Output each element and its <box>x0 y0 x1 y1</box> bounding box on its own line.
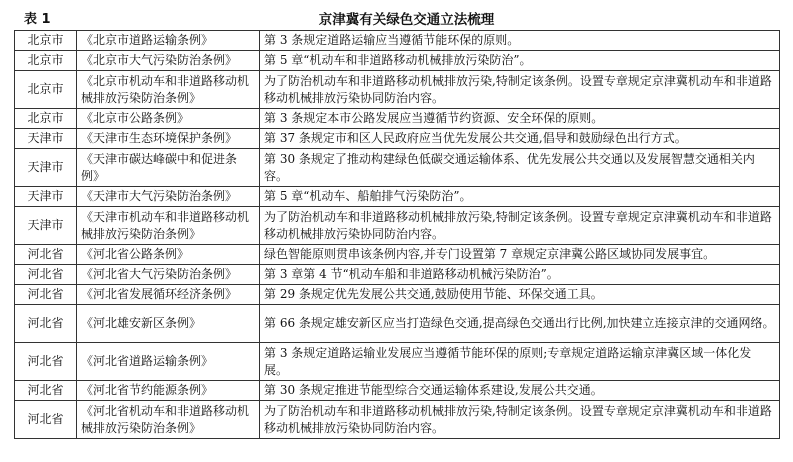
law-cell: 《河北省道路运输条例》 <box>77 343 260 381</box>
content-cell: 第 29 条规定优先发展公共交通,鼓励使用节能、环保交通工具。 <box>260 285 780 305</box>
content-cell: 绿色智能原则贯串该条例内容,并专门设置第 7 章规定京津冀公路区域协同发展事宜。 <box>260 245 780 265</box>
law-cell: 《河北省机动车和非道路移动机械排放污染防治条例》 <box>77 401 260 439</box>
region-cell: 河北省 <box>15 245 77 265</box>
law-cell: 《天津市碳达峰碳中和促进条例》 <box>77 149 260 187</box>
region-cell: 河北省 <box>15 401 77 439</box>
table-row <box>15 31 780 51</box>
table-number: 表 1 <box>24 12 51 27</box>
table-row <box>15 71 780 109</box>
table-row <box>15 109 780 129</box>
law-cell: 《天津市大气污染防治条例》 <box>77 187 260 207</box>
table-row <box>15 305 780 343</box>
content-cell: 为了防治机动车和非道路移动机械排放污染,特制定该条例。设置专章规定京津冀机动车和非道路移动机械排放污染协同防治内容。 <box>260 207 780 245</box>
content-cell: 第 37 条规定市和区人民政府应当优先发展公共交通,倡导和鼓励绿色出行方式。 <box>260 129 780 149</box>
table-row <box>15 51 780 71</box>
content-cell: 为了防治机动车和非道路移动机械排放污染,特制定该条例。设置专章规定京津冀机动车和非道路移动机械排放污染协同防治内容。 <box>260 401 780 439</box>
region-cell: 北京市 <box>15 109 77 129</box>
region-cell: 天津市 <box>15 207 77 245</box>
table-row <box>15 149 780 187</box>
table-row <box>15 265 780 285</box>
table-row <box>15 129 780 149</box>
table-row <box>15 343 780 381</box>
content-cell: 第 3 条规定道路运输业发展应当遵循节能环保的原则;专章规定道路运输京津冀区域一体化发展。 <box>260 343 780 381</box>
table-row <box>15 187 780 207</box>
region-cell: 北京市 <box>15 31 77 51</box>
law-cell: 《北京市机动车和非道路移动机械排放污染防治条例》 <box>77 71 260 109</box>
content-cell: 第 30 条规定了推动构建绿色低碳交通运输体系、优先发展公共交通以及发展智慧交通相关内容。 <box>260 149 780 187</box>
region-cell: 天津市 <box>15 149 77 187</box>
law-cell: 《河北省节约能源条例》 <box>77 381 260 401</box>
content-cell: 第 30 条规定推进节能型综合交通运输体系建设,发展公共交通。 <box>260 381 780 401</box>
law-cell: 《北京市大气污染防治条例》 <box>77 51 260 71</box>
content-cell: 第 3 条规定道路运输应当遵循节能环保的原则。 <box>260 31 780 51</box>
content-cell: 第 66 条规定雄安新区应当打造绿色交通,提高绿色交通出行比例,加快建立连接京津的交通网络。 <box>260 305 780 343</box>
region-cell: 天津市 <box>15 187 77 207</box>
law-cell: 《河北省大气污染防治条例》 <box>77 265 260 285</box>
region-cell: 河北省 <box>15 265 77 285</box>
region-cell: 北京市 <box>15 51 77 71</box>
law-cell: 《河北省发展循环经济条例》 <box>77 285 260 305</box>
law-cell: 《河北雄安新区条例》 <box>77 305 260 343</box>
content-cell: 第 3 章第 4 节“机动车船和非道路移动机械污染防治”。 <box>260 265 780 285</box>
content-cell: 第 5 章“机动车、船舶排气污染防治”。 <box>260 187 780 207</box>
region-cell: 河北省 <box>15 343 77 381</box>
law-cell: 《北京市公路条例》 <box>77 109 260 129</box>
table-row <box>15 381 780 401</box>
table-row <box>15 285 780 305</box>
table-row <box>15 245 780 265</box>
content-cell: 第 5 章“机动车和非道路移动机械排放污染防治”。 <box>260 51 780 71</box>
region-cell: 河北省 <box>15 305 77 343</box>
table-row <box>15 207 780 245</box>
region-cell: 北京市 <box>15 71 77 109</box>
legislation-table <box>14 30 780 439</box>
region-cell: 河北省 <box>15 285 77 305</box>
table-title: 京津冀有关绿色交通立法梳理 <box>318 12 495 28</box>
table-row <box>15 401 780 439</box>
content-cell: 为了防治机动车和非道路移动机械排放污染,特制定该条例。设置专章规定京津冀机动车和非道路移动机械排放污染协同防治内容。 <box>260 71 780 109</box>
law-cell: 《天津市生态环境保护条例》 <box>77 129 260 149</box>
law-cell: 《河北省公路条例》 <box>77 245 260 265</box>
law-cell: 《天津市机动车和非道路移动机械排放污染防治条例》 <box>77 207 260 245</box>
content-cell: 第 3 条规定本市公路发展应当遵循节约资源、安全环保的原则。 <box>260 109 780 129</box>
law-cell: 《北京市道路运输条例》 <box>77 31 260 51</box>
region-cell: 天津市 <box>15 129 77 149</box>
table-caption <box>14 6 779 28</box>
region-cell: 河北省 <box>15 381 77 401</box>
